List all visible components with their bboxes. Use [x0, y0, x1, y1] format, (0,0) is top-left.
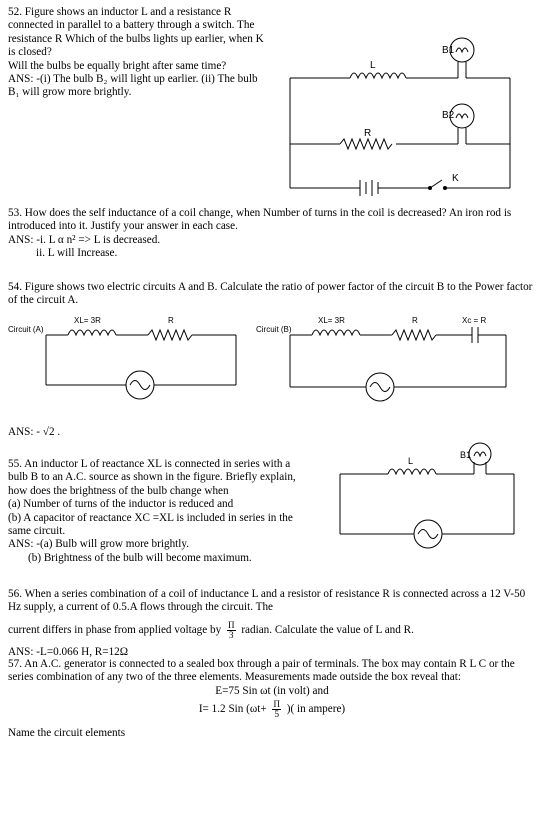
- q52-label-R: R: [364, 128, 372, 139]
- q57-eq2a: I= 1.2 Sin (ωt+: [198, 703, 267, 716]
- question-55: [8, 458, 312, 565]
- q57-frac-num: Π: [273, 699, 280, 710]
- q55-circuit-diagram: [330, 446, 530, 556]
- q54-circuit-b-xl: XL= 3R: [318, 316, 345, 325]
- q55-label-L: L: [408, 456, 414, 466]
- question-57: [8, 658, 536, 741]
- q52-answer: ANS: -(i) The bulb B₂ will light up earlier. (ii) The bulb B₁ will grow more brightly.: [8, 73, 258, 99]
- q52-label-B2: B2: [442, 110, 455, 121]
- q54-circuit-b-r: R: [412, 316, 418, 325]
- q52-circuit-diagram: [280, 18, 520, 198]
- q53-answer-1: ANS: -i. L α n² => L is decreased.: [8, 233, 161, 246]
- q57-text: 57. An A.C. generator is connected to a sealed box through a pair of terminals. The box may contain R L C or the series combination of any two of the three elements. Measurements made outside the box reveal that:: [8, 658, 515, 684]
- q52-label-K: K: [452, 173, 459, 184]
- q55-label-B1: B1: [460, 450, 472, 460]
- question-52: [8, 6, 270, 100]
- q57-fraction: [272, 700, 281, 719]
- q56-text2a: current differs in phase from applied voltage by: [8, 623, 222, 636]
- q52-text: 52. Figure shows an inductor L and a resistance R connected in parallel to a battery through a switch. The resistance R Which of the bulbs lights up earlier, when K is closed?: [8, 6, 264, 59]
- q56-frac-den: 3: [229, 629, 234, 640]
- q56-fraction: [227, 621, 236, 640]
- q54-circuit-a-name: Circuit (A): [8, 325, 44, 334]
- question-56: [8, 588, 536, 659]
- question-54: [8, 281, 536, 308]
- q57-eq2: [8, 700, 536, 719]
- question-53: [8, 207, 536, 261]
- q54-circuit-b-xc: Xc = R: [462, 316, 487, 325]
- q55-answer-1: ANS: -(a) Bulb will grow more brightly.: [8, 538, 190, 551]
- q56-text: 56. When a series combination of a coil of inductance L and a resistor of resistance R is connected across a 12 V-50 Hz supply, a current of 0.5.A flows through the circuit. The: [8, 588, 526, 614]
- q57-eq2b: )( in ampere): [286, 703, 346, 716]
- q57-eq1: E=75 Sin ωt (in volt) and: [215, 684, 329, 697]
- q57-frac-den: 5: [274, 709, 279, 720]
- q55-part-a: (a) Number of turns of the inductor is reduced and: [8, 498, 234, 511]
- q55-answer-2: (b) Brightness of the bulb will become maximum.: [28, 551, 252, 564]
- q52-text2: Will the bulbs be equally bright after same time?: [8, 59, 227, 72]
- q52-label-B1: B1: [442, 45, 455, 56]
- q54-text: 54. Figure shows two electric circuits A and B. Calculate the ratio of power factor of the circuit B to the Power factor of the circuit A.: [8, 281, 533, 307]
- q53-answer-2: ii. L will Increase.: [36, 247, 118, 260]
- q56-text2b: radian. Calculate the value of L and R.: [241, 623, 414, 636]
- q54-circuit-a-r: R: [168, 316, 174, 325]
- q54-circuit-a-xl: XL= 3R: [74, 316, 101, 325]
- q56-answer: ANS: -L=0.066 H, R=12Ω: [8, 645, 129, 658]
- q52-label-L: L: [370, 60, 376, 71]
- q55-part-b: (b) A capacitor of reactance XC =XL is included in series in the same circuit.: [8, 511, 293, 538]
- q57-last: Name the circuit elements: [8, 727, 126, 740]
- q56-frac-num: Π: [228, 619, 235, 630]
- q54-circuit-b-diagram: [256, 315, 532, 405]
- q54-circuit-a-diagram: [8, 315, 258, 405]
- q55-text: 55. An inductor L of reactance XL is connected in series with a bulb B to an A.C. source as shown in the figure. Briefly explain, how does the brightness of the bulb change when: [8, 458, 296, 497]
- q53-text: 53. How does the self inductance of a coil change, when Number of turns in the coil is decreased? An iron rod is introduced into it. Justify your answer in each case.: [8, 207, 512, 233]
- q54-answer: ANS: - √2 .: [8, 426, 61, 438]
- q54-circuit-b-name: Circuit (B): [256, 325, 292, 334]
